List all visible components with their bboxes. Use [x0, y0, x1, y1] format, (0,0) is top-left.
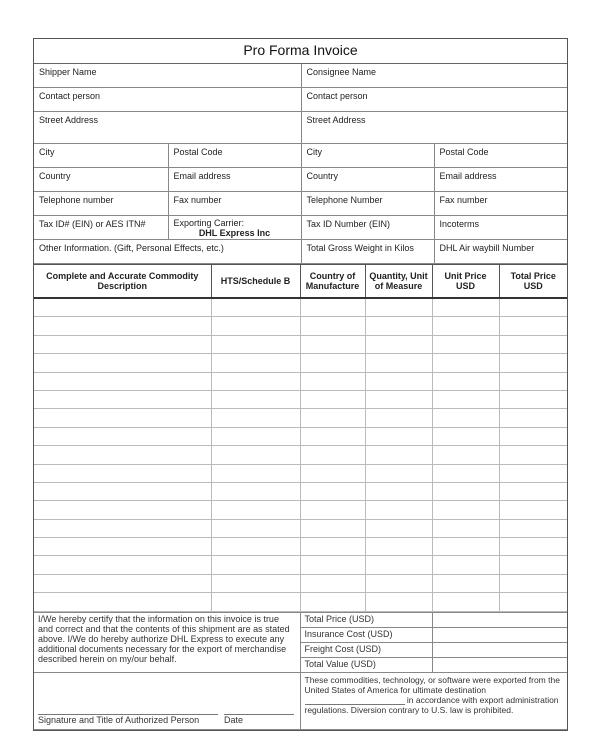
- table-row: [34, 501, 567, 519]
- table-cell[interactable]: [300, 574, 365, 592]
- table-row: [34, 482, 567, 500]
- shipper-city-field[interactable]: City: [34, 144, 168, 168]
- carrier-label: Exporting Carrier:: [173, 218, 245, 228]
- table-cell[interactable]: [34, 556, 211, 574]
- destination-blank[interactable]: [305, 696, 405, 705]
- waybill-field[interactable]: DHL Air waybill Number: [434, 240, 567, 264]
- table-cell[interactable]: [34, 482, 211, 500]
- table-row: [34, 335, 567, 353]
- freight-cost-label: Freight Cost (USD): [300, 642, 432, 657]
- export-note-a: These commodities, technology, or software were exported from the United States of America for ultimate destination: [304, 674, 560, 695]
- commodity-table: [34, 264, 567, 612]
- table-cell[interactable]: [300, 390, 365, 408]
- signature-label: Signature and Title of Authorized Person: [38, 714, 218, 725]
- table-cell[interactable]: [365, 593, 432, 611]
- table-cell[interactable]: [34, 446, 211, 464]
- table-cell[interactable]: [34, 354, 211, 372]
- table-row: [34, 409, 567, 427]
- col-description: Complete and Accurate Commodity Description: [34, 265, 211, 299]
- table-cell[interactable]: [34, 593, 211, 611]
- consignee-fax-field[interactable]: Fax number: [434, 192, 567, 216]
- other-information-field[interactable]: Other Information. (Gift, Personal Effects, etc.): [34, 240, 301, 264]
- table-cell[interactable]: [432, 409, 499, 427]
- table-cell[interactable]: [300, 556, 365, 574]
- table-cell[interactable]: [211, 574, 300, 592]
- table-cell[interactable]: [499, 317, 567, 335]
- table-row: [34, 390, 567, 408]
- shipper-fax-field[interactable]: Fax number: [168, 192, 301, 216]
- table-cell[interactable]: [499, 574, 567, 592]
- insurance-cost-label: Insurance Cost (USD): [300, 627, 432, 642]
- table-cell[interactable]: [300, 427, 365, 445]
- consignee-city-field[interactable]: City: [301, 144, 434, 168]
- table-cell[interactable]: [300, 519, 365, 537]
- table-cell[interactable]: [499, 519, 567, 537]
- table-cell[interactable]: [365, 409, 432, 427]
- signature-area[interactable]: [34, 672, 300, 729]
- table-cell[interactable]: [300, 593, 365, 611]
- table-row: [34, 354, 567, 372]
- col-total-price: Total Price USD: [499, 265, 567, 299]
- table-cell[interactable]: [34, 390, 211, 408]
- table-row: [34, 556, 567, 574]
- table-cell[interactable]: [432, 593, 499, 611]
- consignee-postal-field[interactable]: Postal Code: [434, 144, 567, 168]
- table-cell[interactable]: [365, 464, 432, 482]
- consignee-email-field[interactable]: Email address: [434, 168, 567, 192]
- table-cell[interactable]: [499, 464, 567, 482]
- table-cell[interactable]: [211, 556, 300, 574]
- table-cell[interactable]: [211, 427, 300, 445]
- table-cell[interactable]: [300, 409, 365, 427]
- table-cell[interactable]: [365, 372, 432, 390]
- table-cell[interactable]: [211, 409, 300, 427]
- table-cell[interactable]: [432, 446, 499, 464]
- consignee-name-field[interactable]: Consignee Name: [301, 64, 567, 88]
- table-cell[interactable]: [300, 482, 365, 500]
- incoterms-field[interactable]: Incoterms: [434, 216, 567, 240]
- table-cell[interactable]: [211, 464, 300, 482]
- shipper-name-field[interactable]: Shipper Name: [34, 64, 301, 88]
- table-cell[interactable]: [34, 574, 211, 592]
- table-cell[interactable]: [211, 335, 300, 353]
- table-cell[interactable]: [365, 390, 432, 408]
- carrier-value: DHL Express Inc: [198, 228, 271, 238]
- table-cell[interactable]: [34, 427, 211, 445]
- table-cell[interactable]: [34, 298, 211, 317]
- table-cell[interactable]: [300, 464, 365, 482]
- table-cell[interactable]: [211, 298, 300, 317]
- table-cell[interactable]: [211, 372, 300, 390]
- table-cell[interactable]: [432, 298, 499, 317]
- table-cell[interactable]: [432, 482, 499, 500]
- table-cell[interactable]: [211, 501, 300, 519]
- table-cell[interactable]: [300, 335, 365, 353]
- certification-text: I/We hereby certify that the information on this invoice is true and correct and that the contents of this shipment are as stated above. I/We do hereby authorize DHL Express to execute any additional documents necessary for the export of merchandise described herein on my/our behalf.: [34, 612, 300, 672]
- consignee-street-field[interactable]: Street Address: [301, 112, 567, 144]
- shipper-contact-field[interactable]: Contact person: [34, 88, 301, 112]
- table-cell[interactable]: [432, 354, 499, 372]
- table-cell[interactable]: [34, 464, 211, 482]
- table-cell[interactable]: [365, 519, 432, 537]
- table-cell[interactable]: [432, 538, 499, 556]
- table-row: [34, 519, 567, 537]
- table-cell[interactable]: [300, 317, 365, 335]
- table-cell[interactable]: [300, 446, 365, 464]
- table-cell[interactable]: [432, 372, 499, 390]
- total-price-label: Total Price (USD): [300, 612, 432, 627]
- table-cell[interactable]: [499, 390, 567, 408]
- table-row: [34, 298, 567, 317]
- gross-weight-field[interactable]: Total Gross Weight in Kilos: [301, 240, 434, 264]
- insurance-cost-value[interactable]: [432, 627, 567, 642]
- consignee-country-field[interactable]: Country: [301, 168, 434, 192]
- table-cell[interactable]: [499, 372, 567, 390]
- table-cell[interactable]: [499, 538, 567, 556]
- table-cell[interactable]: [499, 335, 567, 353]
- table-cell[interactable]: [211, 354, 300, 372]
- table-cell[interactable]: [499, 482, 567, 500]
- total-price-value[interactable]: [432, 612, 567, 627]
- col-quantity: Quantity, Unit of Measure: [365, 265, 432, 299]
- total-value-label: Total Value (USD): [300, 657, 432, 672]
- exporting-carrier-field[interactable]: [168, 216, 301, 240]
- shipper-phone-field[interactable]: Telephone number: [34, 192, 168, 216]
- table-cell[interactable]: [300, 354, 365, 372]
- invoice-form: [33, 38, 568, 731]
- table-cell[interactable]: [499, 593, 567, 611]
- shipper-street-field[interactable]: Street Address: [34, 112, 301, 144]
- table-cell[interactable]: [365, 298, 432, 317]
- table-row: [34, 574, 567, 592]
- export-note-b: in accordance with export administration regulations. Diversion contrary to U.S. law is prohibited.: [304, 694, 559, 715]
- table-cell[interactable]: [499, 354, 567, 372]
- col-unit-price: Unit Price USD: [432, 265, 499, 299]
- table-cell[interactable]: [34, 317, 211, 335]
- table-cell[interactable]: [365, 335, 432, 353]
- table-cell[interactable]: [34, 409, 211, 427]
- table-cell[interactable]: [432, 574, 499, 592]
- table-cell[interactable]: [499, 409, 567, 427]
- table-cell[interactable]: [300, 372, 365, 390]
- table-cell[interactable]: [499, 427, 567, 445]
- table-cell[interactable]: [211, 482, 300, 500]
- table-cell[interactable]: [211, 446, 300, 464]
- freight-cost-value[interactable]: [432, 642, 567, 657]
- shipper-postal-field[interactable]: Postal Code: [168, 144, 301, 168]
- table-cell[interactable]: [432, 556, 499, 574]
- table-cell[interactable]: [211, 593, 300, 611]
- export-statement: [300, 672, 567, 729]
- address-table: [34, 64, 567, 264]
- table-cell[interactable]: [499, 446, 567, 464]
- table-cell[interactable]: [432, 501, 499, 519]
- page-title: Pro Forma Invoice: [34, 39, 567, 64]
- total-value-value[interactable]: [432, 657, 567, 672]
- table-cell[interactable]: [365, 354, 432, 372]
- table-cell[interactable]: [34, 335, 211, 353]
- table-cell[interactable]: [365, 538, 432, 556]
- table-cell[interactable]: [211, 317, 300, 335]
- table-cell[interactable]: [365, 482, 432, 500]
- table-cell[interactable]: [432, 335, 499, 353]
- shipper-tax-id-field[interactable]: Tax ID# (EIN) or AES ITN#: [34, 216, 168, 240]
- commodity-rows: [34, 298, 567, 611]
- table-row: [34, 538, 567, 556]
- table-cell[interactable]: [211, 538, 300, 556]
- table-cell[interactable]: [34, 501, 211, 519]
- col-hts: HTS/Schedule B: [211, 265, 300, 299]
- table-cell[interactable]: [211, 390, 300, 408]
- table-cell[interactable]: [499, 298, 567, 317]
- table-cell[interactable]: [34, 519, 211, 537]
- table-cell[interactable]: [365, 574, 432, 592]
- table-cell[interactable]: [365, 317, 432, 335]
- table-cell[interactable]: [432, 427, 499, 445]
- table-cell[interactable]: [365, 427, 432, 445]
- table-row: [34, 317, 567, 335]
- consignee-tax-id-field[interactable]: Tax ID Number (EIN): [301, 216, 434, 240]
- table-row: [34, 372, 567, 390]
- table-row: [34, 464, 567, 482]
- table-cell[interactable]: [365, 556, 432, 574]
- table-cell[interactable]: [34, 372, 211, 390]
- consignee-phone-field[interactable]: Telephone Number: [301, 192, 434, 216]
- table-cell[interactable]: [432, 317, 499, 335]
- table-cell[interactable]: [300, 298, 365, 317]
- table-cell[interactable]: [432, 390, 499, 408]
- table-cell[interactable]: [365, 501, 432, 519]
- table-cell[interactable]: [432, 464, 499, 482]
- shipper-country-field[interactable]: Country: [34, 168, 168, 192]
- table-cell[interactable]: [432, 519, 499, 537]
- table-cell[interactable]: [365, 446, 432, 464]
- shipper-email-field[interactable]: Email address: [168, 168, 301, 192]
- table-cell[interactable]: [300, 538, 365, 556]
- table-cell[interactable]: [499, 556, 567, 574]
- table-row: [34, 427, 567, 445]
- col-country: Country of Manufacture: [300, 265, 365, 299]
- table-row: [34, 446, 567, 464]
- table-row: [34, 593, 567, 611]
- date-label: Date: [224, 714, 294, 725]
- table-cell[interactable]: [34, 538, 211, 556]
- table-cell[interactable]: [300, 501, 365, 519]
- table-cell[interactable]: [211, 519, 300, 537]
- footer-table: [34, 612, 567, 730]
- table-cell[interactable]: [499, 501, 567, 519]
- consignee-contact-field[interactable]: Contact person: [301, 88, 567, 112]
